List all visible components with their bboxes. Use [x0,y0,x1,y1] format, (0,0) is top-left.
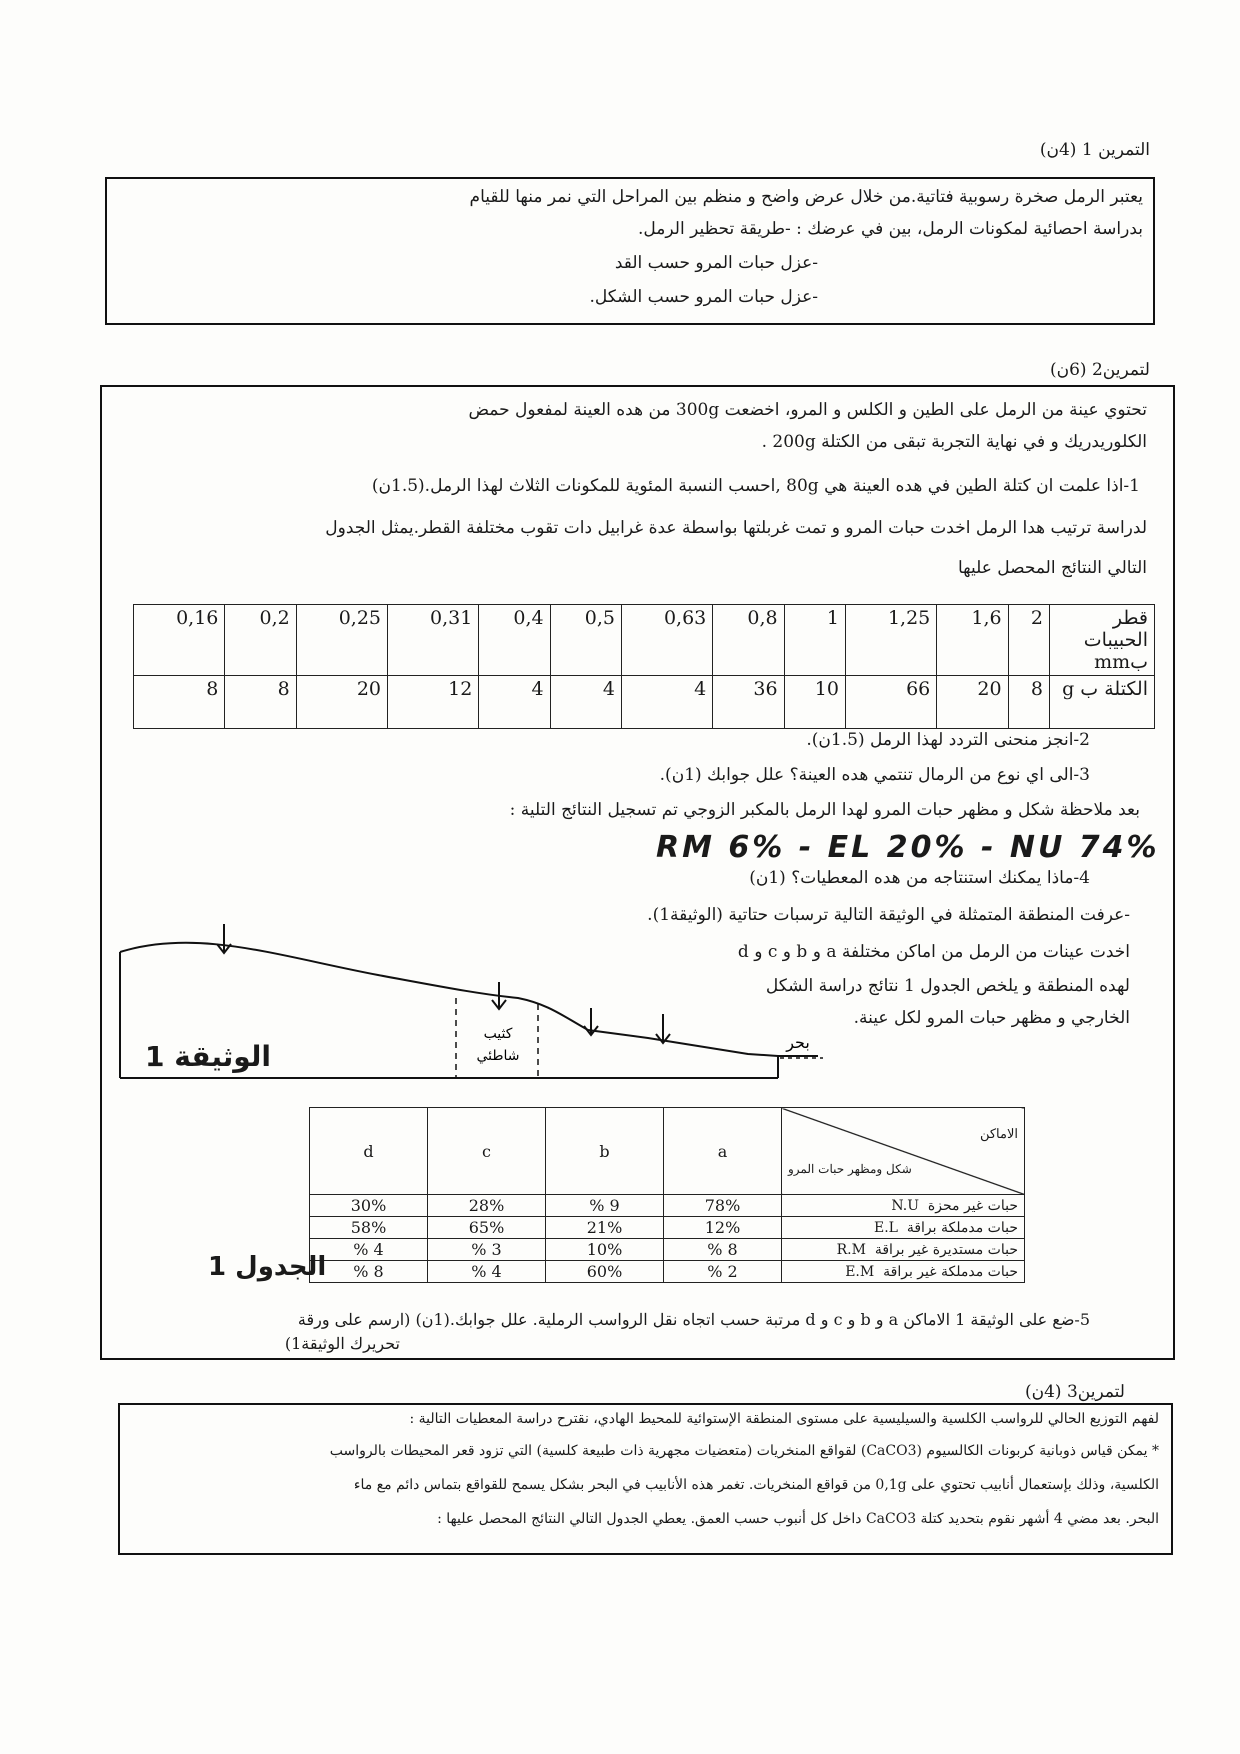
diameter-cell: 0,25 [296,605,387,676]
ex3-line-3: الكلسية، وذلك بإستعمال أنابيب تحتوي على 0,1g من قواقع المنخريات. تغمر هذه الأنابيب في البحر بشكل يسمح للقواقع بتماس دائم مع ماء [353,1477,1159,1493]
exercise-3-box [118,1403,1173,1555]
table-cell: 28% [428,1195,546,1217]
diameter-header: قطر الحبيبات بmm [1050,605,1155,676]
mass-row [134,676,1155,729]
diameter-cell: 0,16 [134,605,225,676]
ex2-samples-1: اخدت عينات من الرمل من اماكن مختلفة a و b و c و d [737,942,1130,962]
table-cell: 8 % [664,1239,782,1261]
diameter-cell: 2 [1008,605,1049,676]
row-code: N.U [891,1197,919,1214]
mass-cell: 20 [296,676,387,729]
shape-row-el [310,1217,1025,1239]
table-cell: 8 % [310,1261,428,1283]
ex2-question-2: 2-انجز منحنى التردد لهذا الرمل (1.5ن). [806,730,1090,750]
grain-size-table [133,604,1155,729]
document-1-label: الوثيقة 1 [145,1040,271,1073]
ex2-question-5-line-2: تحريرك الوثيقة1) [284,1334,400,1353]
row-label-text: حبات مستديرة غير براقة [874,1241,1018,1258]
diameter-row [134,605,1155,676]
mass-cell: 36 [713,676,784,729]
diameter-cell: 0,8 [713,605,784,676]
mass-cell: 8 [134,676,225,729]
row-code: E.L [873,1219,898,1236]
ex3-line-2: * يمكن قياس ذوبانية كربونات الكالسيوم (CaCO3) لقواقع المنخريات (متعضيات مجهرية ذات طبيعة كلسية) التي تزود قعر المحيطات بالرواسب [329,1443,1159,1459]
ex2-question-3: 3-الى اي نوع من الرمال تنتمي هده العينة؟ علل جوابك (1ن). [659,765,1090,785]
mass-cell: 66 [845,676,936,729]
diameter-cell: 1,6 [937,605,1008,676]
col-header-a: a [664,1108,782,1195]
diameter-cell: 0,31 [388,605,479,676]
table-cell: 9 % [546,1195,664,1217]
table-cell: 21% [546,1217,664,1239]
row-label [782,1261,1025,1283]
ex3-line-4: البحر. بعد مضي 4 أشهر نقوم بتحديد كتلة CaCO3 داخل كل أنبوب حسب العمق. يعطي الجدول التالي النتائج المحصل عليها : [437,1511,1159,1527]
exercise-1-box [105,177,1155,325]
ex2-samples-3: الخارجي و مظهر حبات المرو لكل عينة. [853,1008,1130,1028]
row-label-text: حبات مدملكة غير براقة [883,1263,1018,1280]
mass-cell: 4 [479,676,550,729]
ex2-sieve-intro-1: لدراسة ترتيب هدا الرمل اخدت حبات المرو و تمت غربلتها بواسطة عدة غرابيل دات تقوب مختلفة القطر.يمثل الجدول [325,518,1147,538]
diameter-cell: 0,5 [550,605,621,676]
table-cell: 4 % [428,1261,546,1283]
row-code: R.M [836,1241,866,1258]
shape-row-nu [310,1195,1025,1217]
ground-profile-line [120,943,818,1056]
mass-cell: 10 [784,676,845,729]
ex3-line-1: لفهم التوزيع الحالي للرواسب الكلسية والسيليسية على مستوى المنطقة الإستوائية للمحيط الهادي، نقترح دراسة المعطيات التالية : [409,1411,1159,1427]
ex2-observation: بعد ملاحظة شكل و مظهر حبات المرو لهدا الرمل بالمكبر الزوجي تم تسجيل النتائج التلية : [509,800,1140,820]
ex2-region-text: -عرفت المنطقة المتمثلة في الوثيقة التالية ترسبات حتاتية (الوثيقة1). [647,905,1130,925]
col-header-c: c [428,1108,546,1195]
row-label [782,1217,1025,1239]
mass-header: الكتلة ب g [1050,676,1155,729]
ex2-intro-2: الكلوريدريك و في نهاية التجربة تبقى من الكتلة 200g . [761,432,1147,452]
header-shape: شكل ومظهر حبات المرو [788,1161,912,1176]
diameter-cell: 1,25 [845,605,936,676]
ex1-line-2: بدراسة احصائية لمكونات الرمل، بين في عرضك : -طريقة تحظير الرمل. [638,219,1143,239]
row-label-text: حبات مدملكة براقة [906,1219,1018,1236]
diameter-cell: 1 [784,605,845,676]
shape-row-em [310,1261,1025,1283]
sea-label: بحر [786,1033,810,1052]
row-label [782,1195,1025,1217]
mass-cell: 8 [225,676,296,729]
row-label [782,1239,1025,1261]
ex2-question-4: 4-ماذا يمكنك استنتاجه من هده المعطيات؟ (1ن) [749,868,1090,888]
ex1-line-1: يعتبر الرمل صخرة رسوبية فتاتية.من خلال عرض واضح و منظم بين المراحل التي نمر منها للقيام [469,187,1143,207]
table-cell: 78% [664,1195,782,1217]
row-code: E.M [845,1263,875,1280]
table-cell: 3 % [428,1239,546,1261]
dune-label-2: شاطئي [476,1048,520,1064]
table-cell: 65% [428,1217,546,1239]
table-cell: 60% [546,1261,664,1283]
mass-cell: 20 [937,676,1008,729]
table-cell: 10% [546,1239,664,1261]
col-header-d: d [310,1108,428,1195]
ex2-question-5-line-1: 5-ضع على الوثيقة 1 الاماكن a و b و c و d مرتبة حسب اتجاه نقل الرواسب الرملية. علل جوابك.(1ن) (ارسم على ورقة [297,1310,1090,1329]
table-cell: 2 % [664,1261,782,1283]
exercise-1-title: التمرين 1 (4ن) [1039,140,1150,160]
ex1-line-4: -عزل حبات المرو حسب الشكل. [589,287,818,307]
diameter-cell: 0,2 [225,605,296,676]
grain-shape-table [309,1107,1025,1283]
ex2-sieve-intro-2: التالي النتائج المحصل عليها [957,558,1147,578]
rm-el-nu-results: RM 6% - EL 20% - NU 74% [656,830,1160,865]
arrow-point-a [217,924,231,953]
ex2-intro-1: تحتوي عينة من الرمل على الطين و الكلس و المرو، اخضعت 300g من هده العينة لمفعول حمض [468,400,1147,420]
shape-row-rm [310,1239,1025,1261]
diagonal-header-cell [782,1108,1025,1195]
exercise-2-title: لتمرين2 (6ن) [1049,360,1150,380]
table-cell: 4 % [310,1239,428,1261]
exercise-3-title: لتمرين3 (4ن) [1024,1382,1125,1402]
table-1-caption: الجدول 1 [208,1252,327,1282]
mass-cell: 8 [1008,676,1049,729]
mass-cell: 4 [550,676,621,729]
row-label-text: حبات غير محزة [927,1197,1018,1214]
diameter-cell: 0,4 [479,605,550,676]
ex2-samples-2: لهده المنطقة و يلخص الجدول 1 نتائج دراسة الشكل [765,976,1130,996]
ex2-question-1: 1-اذا علمت ان كتلة الطين في هده العينة هي 80g ,احسب النسبة المئوية للمكونات الثلاث لهذا الرمل.(1.5ن) [371,476,1140,496]
table-cell: 58% [310,1217,428,1239]
shape-table-header [310,1108,1025,1195]
mass-cell: 12 [388,676,479,729]
table-cell: 12% [664,1217,782,1239]
table-cell: 30% [310,1195,428,1217]
col-header-b: b [546,1108,664,1195]
dune-label-1: كثيب [483,1026,513,1042]
header-places: الاماكن [979,1126,1018,1142]
mass-cell: 4 [621,676,712,729]
ex1-line-3: -عزل حبات المرو حسب القد [614,253,818,273]
diameter-cell: 0,63 [621,605,712,676]
